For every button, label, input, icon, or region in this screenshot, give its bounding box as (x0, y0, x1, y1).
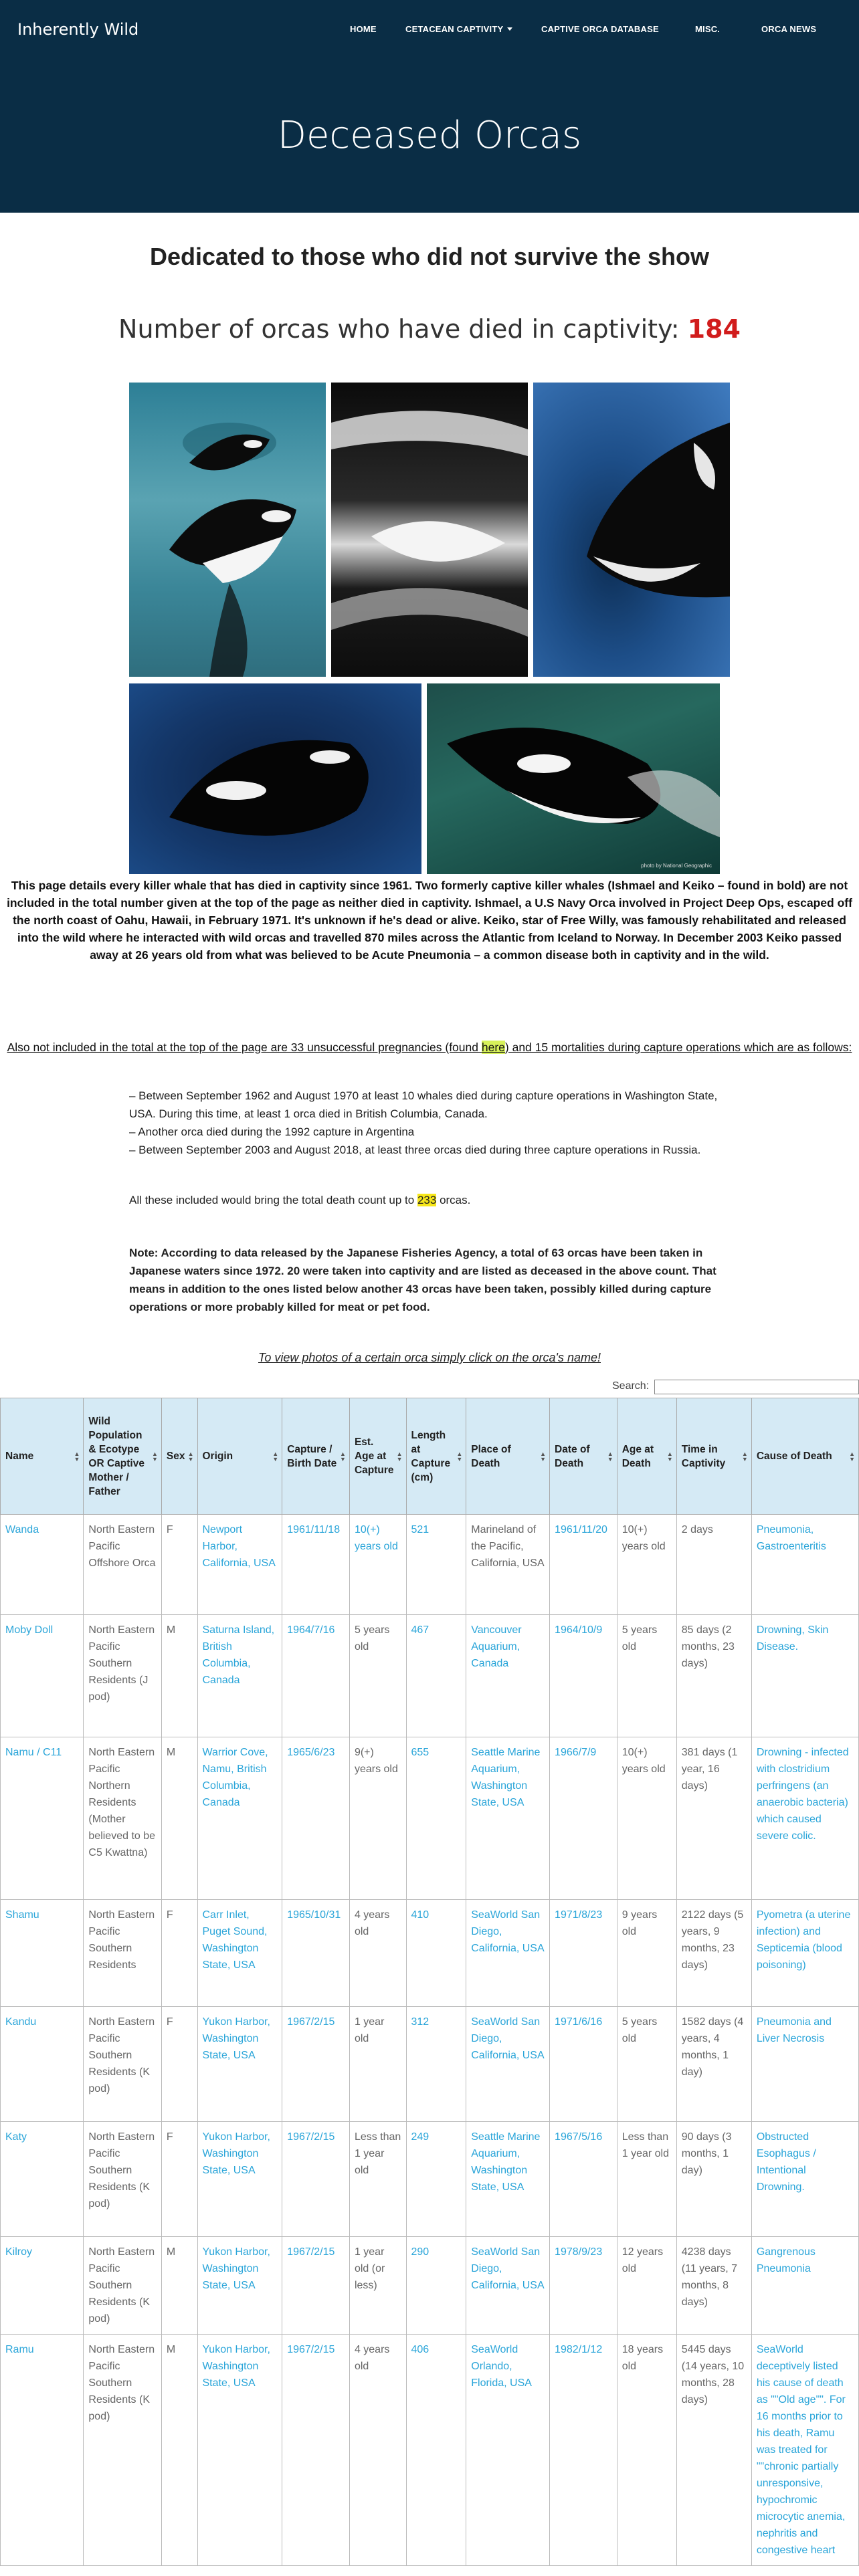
table-cell-origin[interactable]: Yukon Harbor, Washington State, USA (197, 2335, 282, 2566)
table-cell-sex: M (161, 2335, 197, 2566)
column-header-label: Time in Captivity (681, 1443, 726, 1469)
table-cell-place-of-death[interactable]: SeaWorld San Diego, California, USA (466, 2237, 550, 2335)
pregnancies-text-after: ) and 15 mortalities during capture operations which are as follows: (504, 1041, 852, 1054)
nav-orca-news[interactable] (761, 23, 816, 37)
table-cell-length[interactable]: 410 (406, 1900, 466, 2007)
nav-cetacean-captivity-label[interactable]: CETACEAN CAPTIVITY (405, 24, 504, 34)
sort-icon[interactable]: ▲ ▼ (540, 1450, 547, 1463)
table-cell-cause-of-death[interactable]: SeaWorld deceptively listed his cause of death as ""Old age"". For 16 months prior to his death, Ramu was treated for ""chronic partially unresponsive, hypochromic microcytic anemia, nephritis and congestive heart (751, 2335, 858, 2566)
photo-credit: photo by National Geographic (641, 863, 712, 869)
table-cell-origin[interactable]: Yukon Harbor, Washington State, USA (197, 2237, 282, 2335)
total-count-after: orcas. (436, 1194, 471, 1206)
table-cell-population: North Eastern Pacific Southern Residents (K pod) (84, 2335, 162, 2566)
nav-misc[interactable] (695, 23, 720, 37)
table-cell-cause-of-death[interactable]: Drowning, Skin Disease. (751, 1615, 858, 1737)
column-header-label: Wild Population & Ecotype OR Captive Mother / Father (88, 1415, 145, 1497)
nav-home[interactable] (350, 23, 377, 37)
table-cell-date-of-death[interactable]: 1982/1/12 (550, 2335, 617, 2566)
sort-icon[interactable]: ▲ ▼ (456, 1450, 463, 1463)
deceased-orcas-table (0, 1398, 859, 2566)
view-photos-hint: To view photos of a certain orca simply click on the orca's name! (258, 1351, 601, 1364)
nav-cetacean-captivity[interactable] (405, 23, 512, 37)
column-header-sex[interactable] (161, 1398, 197, 1515)
site-header (0, 0, 859, 213)
table-cell-time-in-captivity: 4238 days (11 years, 7 months, 8 days) (676, 2237, 751, 2335)
table-cell-name[interactable]: Katy (1, 2122, 84, 2237)
column-header-capture-date[interactable] (282, 1398, 350, 1515)
table-cell-est-age: 4 years old (349, 1900, 406, 2007)
column-header-label: Est. Age at Capture (354, 1436, 394, 1476)
table-cell-age-at-death: 5 years old (617, 2007, 676, 2122)
table-cell-est-age: 4 years old (349, 2335, 406, 2566)
table-cell-place-of-death[interactable]: SeaWorld San Diego, California, USA (466, 2007, 550, 2122)
table-cell-time-in-captivity: 85 days (2 months, 23 days) (676, 1615, 751, 1737)
column-header-name[interactable] (1, 1398, 84, 1515)
list-item: – Between September 2003 and August 2018, at least three orcas died during three capture operations in Russia. (129, 1144, 701, 1156)
table-cell-sex: F (161, 2122, 197, 2237)
table-cell-name[interactable]: Wanda (1, 1515, 84, 1615)
intro-paragraph: This page details every killer whale that has died in captivity since 1961. Two formerly captive killer whales (Ishmael and Keiko – found in bold) are not included in the total number given at the top of the page as neither died in captivity. Ishmael, a U.S Navy Orca involved in Project Deep Ops, escaped off the north coast of Oahu, Hawaii, in February 1971. It's unknown if he's dead or alive. Keiko, star of Free Willy, was famously rehabilitated and released into the wild where he interacted with wild orcas and travelled 870 miles across the Atlantic from Iceland to Norway. In December 2003 Keiko passed away at 26 years old from what was believed to be Acute Pneumonia – a common disease both in captivity and in the wild. (7, 879, 852, 962)
pregnancies-here-link[interactable]: here (481, 1041, 505, 1054)
orca-photo-5 (427, 683, 720, 874)
orca-photo-4 (129, 683, 421, 874)
table-cell-time-in-captivity: 1582 days (4 years, 4 months, 1 day) (676, 2007, 751, 2122)
table-cell-capture-date[interactable]: 1965/6/23 (282, 1737, 350, 1900)
table-cell-age-at-death: 9 years old (617, 1900, 676, 2007)
table-cell-population: North Eastern Pacific Southern Residents (K pod) (84, 2237, 162, 2335)
table-cell-time-in-captivity: 381 days (1 year, 16 days) (676, 1737, 751, 1900)
column-header-length[interactable] (406, 1398, 466, 1515)
column-header-label: Cause of Death (756, 1451, 832, 1462)
table-cell-origin[interactable]: Warrior Cove, Namu, British Columbia, Canada (197, 1737, 282, 1900)
table-cell-capture-date[interactable]: 1961/11/18 (282, 1515, 350, 1615)
table-cell-place-of-death[interactable]: Seattle Marine Aquarium, Washington State, USA (466, 1737, 550, 1900)
nav-captive-orca-database[interactable] (541, 23, 659, 37)
table-cell-date-of-death[interactable]: 1964/10/9 (550, 1615, 617, 1737)
table-cell-sex: F (161, 1515, 197, 1615)
table-cell-cause-of-death[interactable]: Gangrenous Pneumonia (751, 2237, 858, 2335)
nav-captive-orca-database-label[interactable]: CAPTIVE ORCA DATABASE (541, 24, 659, 34)
table-cell-date-of-death[interactable]: 1971/8/23 (550, 1900, 617, 2007)
column-header-place-of-death[interactable] (466, 1398, 550, 1515)
table-cell-date-of-death[interactable]: 1967/5/16 (550, 2122, 617, 2237)
column-header-time-in-captivity[interactable] (676, 1398, 751, 1515)
page-title: Deceased Orcas (277, 114, 582, 157)
table-cell-length[interactable]: 290 (406, 2237, 466, 2335)
table-cell-est-age[interactable]: 10(+) years old (349, 1515, 406, 1615)
sort-icon[interactable]: ▲ ▼ (396, 1450, 403, 1463)
table-cell-capture-date[interactable]: 1967/2/15 (282, 2335, 350, 2566)
table-body (1, 1515, 859, 2566)
table-cell-name[interactable]: Ramu (1, 2335, 84, 2566)
table-cell-place-of-death[interactable]: Seattle Marine Aquarium, Washington State, USA (466, 2122, 550, 2237)
sort-icon[interactable]: ▲ ▼ (187, 1450, 194, 1463)
chevron-down-icon[interactable] (507, 27, 512, 31)
orca-photo-1 (129, 383, 326, 677)
table-cell-sex: F (161, 1900, 197, 2007)
table-cell-length[interactable]: 249 (406, 2122, 466, 2237)
sort-icon[interactable]: ▲ ▼ (151, 1450, 158, 1463)
table-cell-population: North Eastern Pacific Northern Residents (Mother believed to be C5 Kwattna) (84, 1737, 162, 1900)
table-cell-place-of-death[interactable]: SeaWorld Orlando, Florida, USA (466, 2335, 550, 2566)
table-row (1, 2007, 859, 2122)
death-count-label: Number of orcas who have died in captivity: (118, 314, 688, 344)
table-cell-cause-of-death[interactable]: Pneumonia, Gastroenteritis (751, 1515, 858, 1615)
column-header-label: Age at Death (622, 1443, 654, 1469)
table-cell-place-of-death[interactable]: SeaWorld San Diego, California, USA (466, 1900, 550, 2007)
table-cell-time-in-captivity: 2 days (676, 1515, 751, 1615)
table-cell-age-at-death: 10(+) years old (617, 1737, 676, 1900)
table-cell-population: North Eastern Pacific Southern Residents (J pod) (84, 1615, 162, 1737)
column-header-label: Sex (166, 1451, 185, 1462)
orca-photo-3 (533, 383, 730, 677)
table-row (1, 1515, 859, 1615)
table-cell-sex: M (161, 2237, 197, 2335)
table-cell-capture-date[interactable]: 1964/7/16 (282, 1615, 350, 1737)
table-cell-date-of-death[interactable]: 1966/7/9 (550, 1737, 617, 1900)
table-cell-capture-date[interactable]: 1965/10/31 (282, 1900, 350, 2007)
table-cell-time-in-captivity: 90 days (3 months, 1 day) (676, 2122, 751, 2237)
table-row (1, 1737, 859, 1900)
table-cell-est-age: 1 year old (or less) (349, 2237, 406, 2335)
table-cell-capture-date[interactable]: 1967/2/15 (282, 2122, 350, 2237)
column-header-cause-of-death[interactable] (751, 1398, 858, 1515)
table-cell-population: North Eastern Pacific Southern Residents (K pod) (84, 2007, 162, 2122)
table-cell-age-at-death: Less than 1 year old (617, 2122, 676, 2237)
death-count-value: 184 (687, 314, 741, 344)
table-cell-date-of-death[interactable]: 1971/6/16 (550, 2007, 617, 2122)
table-cell-length[interactable]: 655 (406, 1737, 466, 1900)
table-cell-est-age: 1 year old (349, 2007, 406, 2122)
table-cell-name[interactable]: Kilroy (1, 2237, 84, 2335)
search-input[interactable] (654, 1380, 859, 1394)
nav-misc-label[interactable]: MISC. (695, 24, 721, 34)
table-cell-population: North Eastern Pacific Offshore Orca (84, 1515, 162, 1615)
sort-icon[interactable]: ▲ ▼ (741, 1450, 748, 1463)
search-label: Search: (612, 1380, 650, 1392)
table-row (1, 1615, 859, 1737)
table-cell-cause-of-death[interactable]: Obstructed Esophagus / Intentional Drowning. (751, 2122, 858, 2237)
table-row (1, 2122, 859, 2237)
table-cell-age-at-death: 5 years old (617, 1615, 676, 1737)
table-cell-name[interactable]: Shamu (1, 1900, 84, 2007)
column-header-label: Length at Capture (cm) (411, 1429, 451, 1483)
orca-photo-2 (331, 383, 528, 677)
japan-note: Note: According to data released by the Japanese Fisheries Agency, a total of 63 orcas have been taken in Japanese waters since 1972. 20 were taken into captivity and are listed as deceased in the above count. That means in addition to the ones listed below another 43 orcas have been taken, possibly killed during capture operations or more probably killed for meat or pet food. (129, 1247, 717, 1313)
table-cell-origin[interactable]: Newport Harbor, California, USA (197, 1515, 282, 1615)
table-cell-date-of-death[interactable]: 1961/11/20 (550, 1515, 617, 1615)
table-cell-population: North Eastern Pacific Southern Residents (84, 1900, 162, 2007)
table-cell-cause-of-death[interactable]: Pneumonia and Liver Necrosis (751, 2007, 858, 2122)
table-cell-date-of-death[interactable]: 1978/9/23 (550, 2237, 617, 2335)
total-count-before: All these included would bring the total death count up to (129, 1194, 417, 1206)
column-header-label: Capture / Birth Date (287, 1443, 337, 1469)
table-cell-capture-date[interactable]: 1967/2/15 (282, 2007, 350, 2122)
table-cell-name[interactable]: Moby Doll (1, 1615, 84, 1737)
table-cell-time-in-captivity: 2122 days (5 years, 9 months, 23 days) (676, 1900, 751, 2007)
sort-icon[interactable]: ▲ ▼ (849, 1450, 855, 1463)
table-cell-est-age: 5 years old (349, 1615, 406, 1737)
pregnancies-text-before: Also not included in the total at the top of the page are 33 unsuccessful pregnancies (found (7, 1041, 482, 1054)
page-subtitle: Dedicated to those who did not survive the show (149, 243, 710, 270)
capture-mortality-list (129, 1087, 731, 1159)
column-header-date-of-death[interactable] (550, 1398, 617, 1515)
column-header-label: Place of Death (471, 1443, 511, 1469)
table-cell-time-in-captivity: 5445 days (14 years, 10 months, 28 days) (676, 2335, 751, 2566)
nav-orca-news-label[interactable]: ORCA NEWS (761, 24, 817, 34)
nav-home-label[interactable]: HOME (350, 24, 377, 34)
table-cell-sex: M (161, 1737, 197, 1900)
table-cell-origin[interactable]: Yukon Harbor, Washington State, USA (197, 2007, 282, 2122)
table-cell-population: North Eastern Pacific Southern Residents (K pod) (84, 2122, 162, 2237)
sort-icon[interactable]: ▲ ▼ (607, 1450, 613, 1463)
table-cell-age-at-death: 18 years old (617, 2335, 676, 2566)
column-header-population[interactable] (84, 1398, 162, 1515)
table-cell-sex: M (161, 1615, 197, 1737)
table-row (1, 1900, 859, 2007)
table-cell-name[interactable]: Kandu (1, 2007, 84, 2122)
table-header-row (1, 1398, 859, 1515)
table-cell-origin[interactable]: Carr Inlet, Puget Sound, Washington State, USA (197, 1900, 282, 2007)
total-count-paragraph (129, 1194, 731, 1207)
table-cell-cause-of-death[interactable]: Drowning - infected with clostridium perfringens (an anaerobic bacteria) which caused severe colic. (751, 1737, 858, 1900)
column-header-age-at-death[interactable] (617, 1398, 676, 1515)
column-header-origin[interactable] (197, 1398, 282, 1515)
table-cell-capture-date[interactable]: 1967/2/15 (282, 2237, 350, 2335)
table-cell-length[interactable]: 312 (406, 2007, 466, 2122)
column-header-est-age[interactable] (349, 1398, 406, 1515)
table-cell-length[interactable]: 406 (406, 2335, 466, 2566)
sort-icon[interactable]: ▲ ▼ (666, 1450, 673, 1463)
table-cell-place-of-death[interactable]: Vancouver Aquarium, Canada (466, 1615, 550, 1737)
column-header-label: Origin (202, 1451, 233, 1462)
death-count (0, 314, 859, 344)
sort-icon[interactable]: ▲ ▼ (74, 1450, 80, 1463)
table-row (1, 2335, 859, 2566)
table-cell-est-age: 9(+) years old (349, 1737, 406, 1900)
list-item: – Between September 1962 and August 1970 at least 10 whales died during capture operations in Washington State, USA. During this time, at least 1 orca died in British Columbia, Canada. (129, 1089, 718, 1120)
table-cell-age-at-death: 12 years old (617, 2237, 676, 2335)
table-cell-name[interactable]: Namu / C11 (1, 1737, 84, 1900)
table-cell-length[interactable]: 467 (406, 1615, 466, 1737)
table-cell-origin[interactable]: Yukon Harbor, Washington State, USA (197, 2122, 282, 2237)
site-brand[interactable]: Inherently Wild (17, 20, 139, 39)
table-cell-place-of-death: Marineland of the Pacific, California, USA (466, 1515, 550, 1615)
total-count-value: 233 (417, 1194, 437, 1206)
column-header-label: Name (5, 1451, 34, 1462)
pregnancies-paragraph (5, 1039, 854, 1056)
sort-icon[interactable]: ▲ ▼ (272, 1450, 279, 1463)
list-item: – Another orca died during the 1992 capture in Argentina (129, 1125, 415, 1138)
table-cell-origin[interactable]: Saturna Island, British Columbia, Canada (197, 1615, 282, 1737)
column-header-label: Date of Death (555, 1443, 590, 1469)
table-cell-age-at-death: 10(+) years old (617, 1515, 676, 1615)
table-cell-length[interactable]: 521 (406, 1515, 466, 1615)
table-cell-cause-of-death[interactable]: Pyometra (a uterine infection) and Septicemia (blood poisoning) (751, 1900, 858, 2007)
table-cell-est-age: Less than 1 year old (349, 2122, 406, 2237)
table-cell-sex: F (161, 2007, 197, 2122)
sort-icon[interactable]: ▲ ▼ (340, 1450, 346, 1463)
table-row (1, 2237, 859, 2335)
